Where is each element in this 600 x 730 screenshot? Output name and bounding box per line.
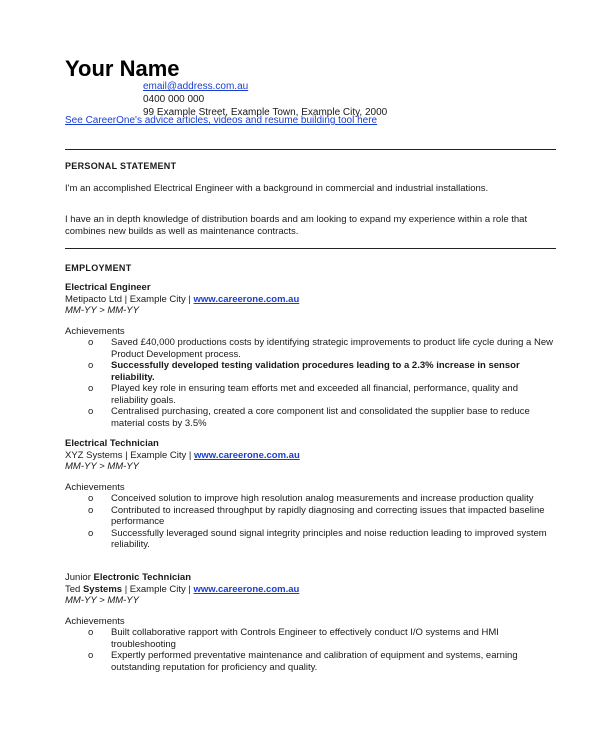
achievements-list <box>65 337 555 429</box>
list-item: o Centralised purchasing, created a core component list and consolidated the supplier base to reduce material costs by 3.5% <box>88 406 530 429</box>
divider-rule <box>65 248 556 249</box>
list-item: o Successfully developed testing validation procedures leading to a 2.3% increase in sensor reliability. <box>88 360 520 383</box>
advice-link[interactable]: See CareerOne's advice articles, videos and resume building tool here <box>65 115 378 126</box>
personal-statement-heading: PERSONAL STATEMENT <box>65 161 177 171</box>
job-company: Ted <box>65 583 83 595</box>
job-dates: MM-YY > MM-YY <box>65 595 139 606</box>
bullet-icon: o <box>88 383 94 394</box>
achievements-label: Achievements <box>65 325 125 337</box>
bullet-icon: o <box>88 360 94 371</box>
employment-heading: EMPLOYMENT <box>65 263 132 273</box>
job-dates: MM-YY > MM-YY <box>65 461 139 472</box>
list-item: o Built collaborative rapport with Controls Engineer to effectively conduct I/O systems and HMI troubleshooting <box>88 627 499 650</box>
job-dates: MM-YY > MM-YY <box>65 305 139 316</box>
phone-number: 0400 000 000 <box>143 94 205 105</box>
bullet-icon: o <box>88 627 94 638</box>
job-company: XYZ Systems | Example City | <box>65 449 194 461</box>
job-company-line <box>65 294 555 306</box>
list-item: o Successfully leveraged sound signal integrity principles and noise reduction leading to improved system reliability. <box>88 527 547 550</box>
list-item: o Contributed to increased throughput by rapidly diagnosing and correcting issues that impacted baseline performance <box>88 504 545 527</box>
list-item: o Conceived solution to improve high resolution analog measurements and increase production quality <box>88 493 534 504</box>
street-address: 99 Example Street, Example Town, Example City, 2000 <box>143 107 388 118</box>
company-website-link[interactable]: www.careerone.com.au <box>194 449 300 461</box>
divider-rule <box>65 149 556 150</box>
bullet-icon: o <box>88 493 94 504</box>
job-company-line <box>65 584 555 596</box>
job-entry-1 <box>65 282 555 429</box>
bullet-icon: o <box>88 337 94 348</box>
bullet-icon: o <box>88 650 94 661</box>
job-title-line <box>65 572 555 584</box>
job-title: Electronic Technician <box>93 572 192 583</box>
job-title: Electrical Engineer <box>65 282 151 293</box>
list-item: o Played key role in ensuring team efforts met and exceeded all financial, performance, quality and reliability goals. <box>88 383 518 406</box>
achievements-label: Achievements <box>65 615 125 627</box>
bullet-icon: o <box>88 504 94 516</box>
company-website-link[interactable]: www.careerone.com.au <box>193 293 300 305</box>
job-entry-2 <box>65 438 555 551</box>
list-item: o Expertly performed preventative maintenance and calibration of equipment and systems, earning outstanding reputation for proficiency and quality. <box>88 650 518 673</box>
achievements-list <box>65 627 555 673</box>
job-company-bold: Systems <box>82 583 123 595</box>
contact-details <box>143 80 387 119</box>
job-company-line <box>65 450 555 462</box>
job-company: Metipacto Ltd | Example City | <box>65 293 194 305</box>
job-company-location: | Example City | <box>122 583 194 595</box>
email-link[interactable]: email@address.com.au <box>143 81 249 92</box>
job-title: Electrical Technician <box>65 438 159 449</box>
list-item: o Saved £40,000 productions costs by identifying strategic improvements to product life cycle during a New Product Development process. <box>88 337 553 360</box>
company-website-link[interactable]: www.careerone.com.au <box>193 583 300 595</box>
candidate-name: Your Name <box>65 56 180 81</box>
bullet-icon: o <box>88 527 94 539</box>
personal-statement-para-2: I have an in depth knowledge of distribution boards and am looking to expand my experience within a role that combines new builds as well as maintenance contracts. <box>65 214 528 237</box>
job-title-prefix: Junior <box>65 572 94 583</box>
achievements-label: Achievements <box>65 481 125 493</box>
job-entry-3 <box>65 572 555 673</box>
achievements-list <box>65 493 555 551</box>
bullet-icon: o <box>88 406 94 417</box>
personal-statement-para-1: I'm an accomplished Electrical Engineer with a background in commercial and industrial installations. <box>65 183 489 194</box>
